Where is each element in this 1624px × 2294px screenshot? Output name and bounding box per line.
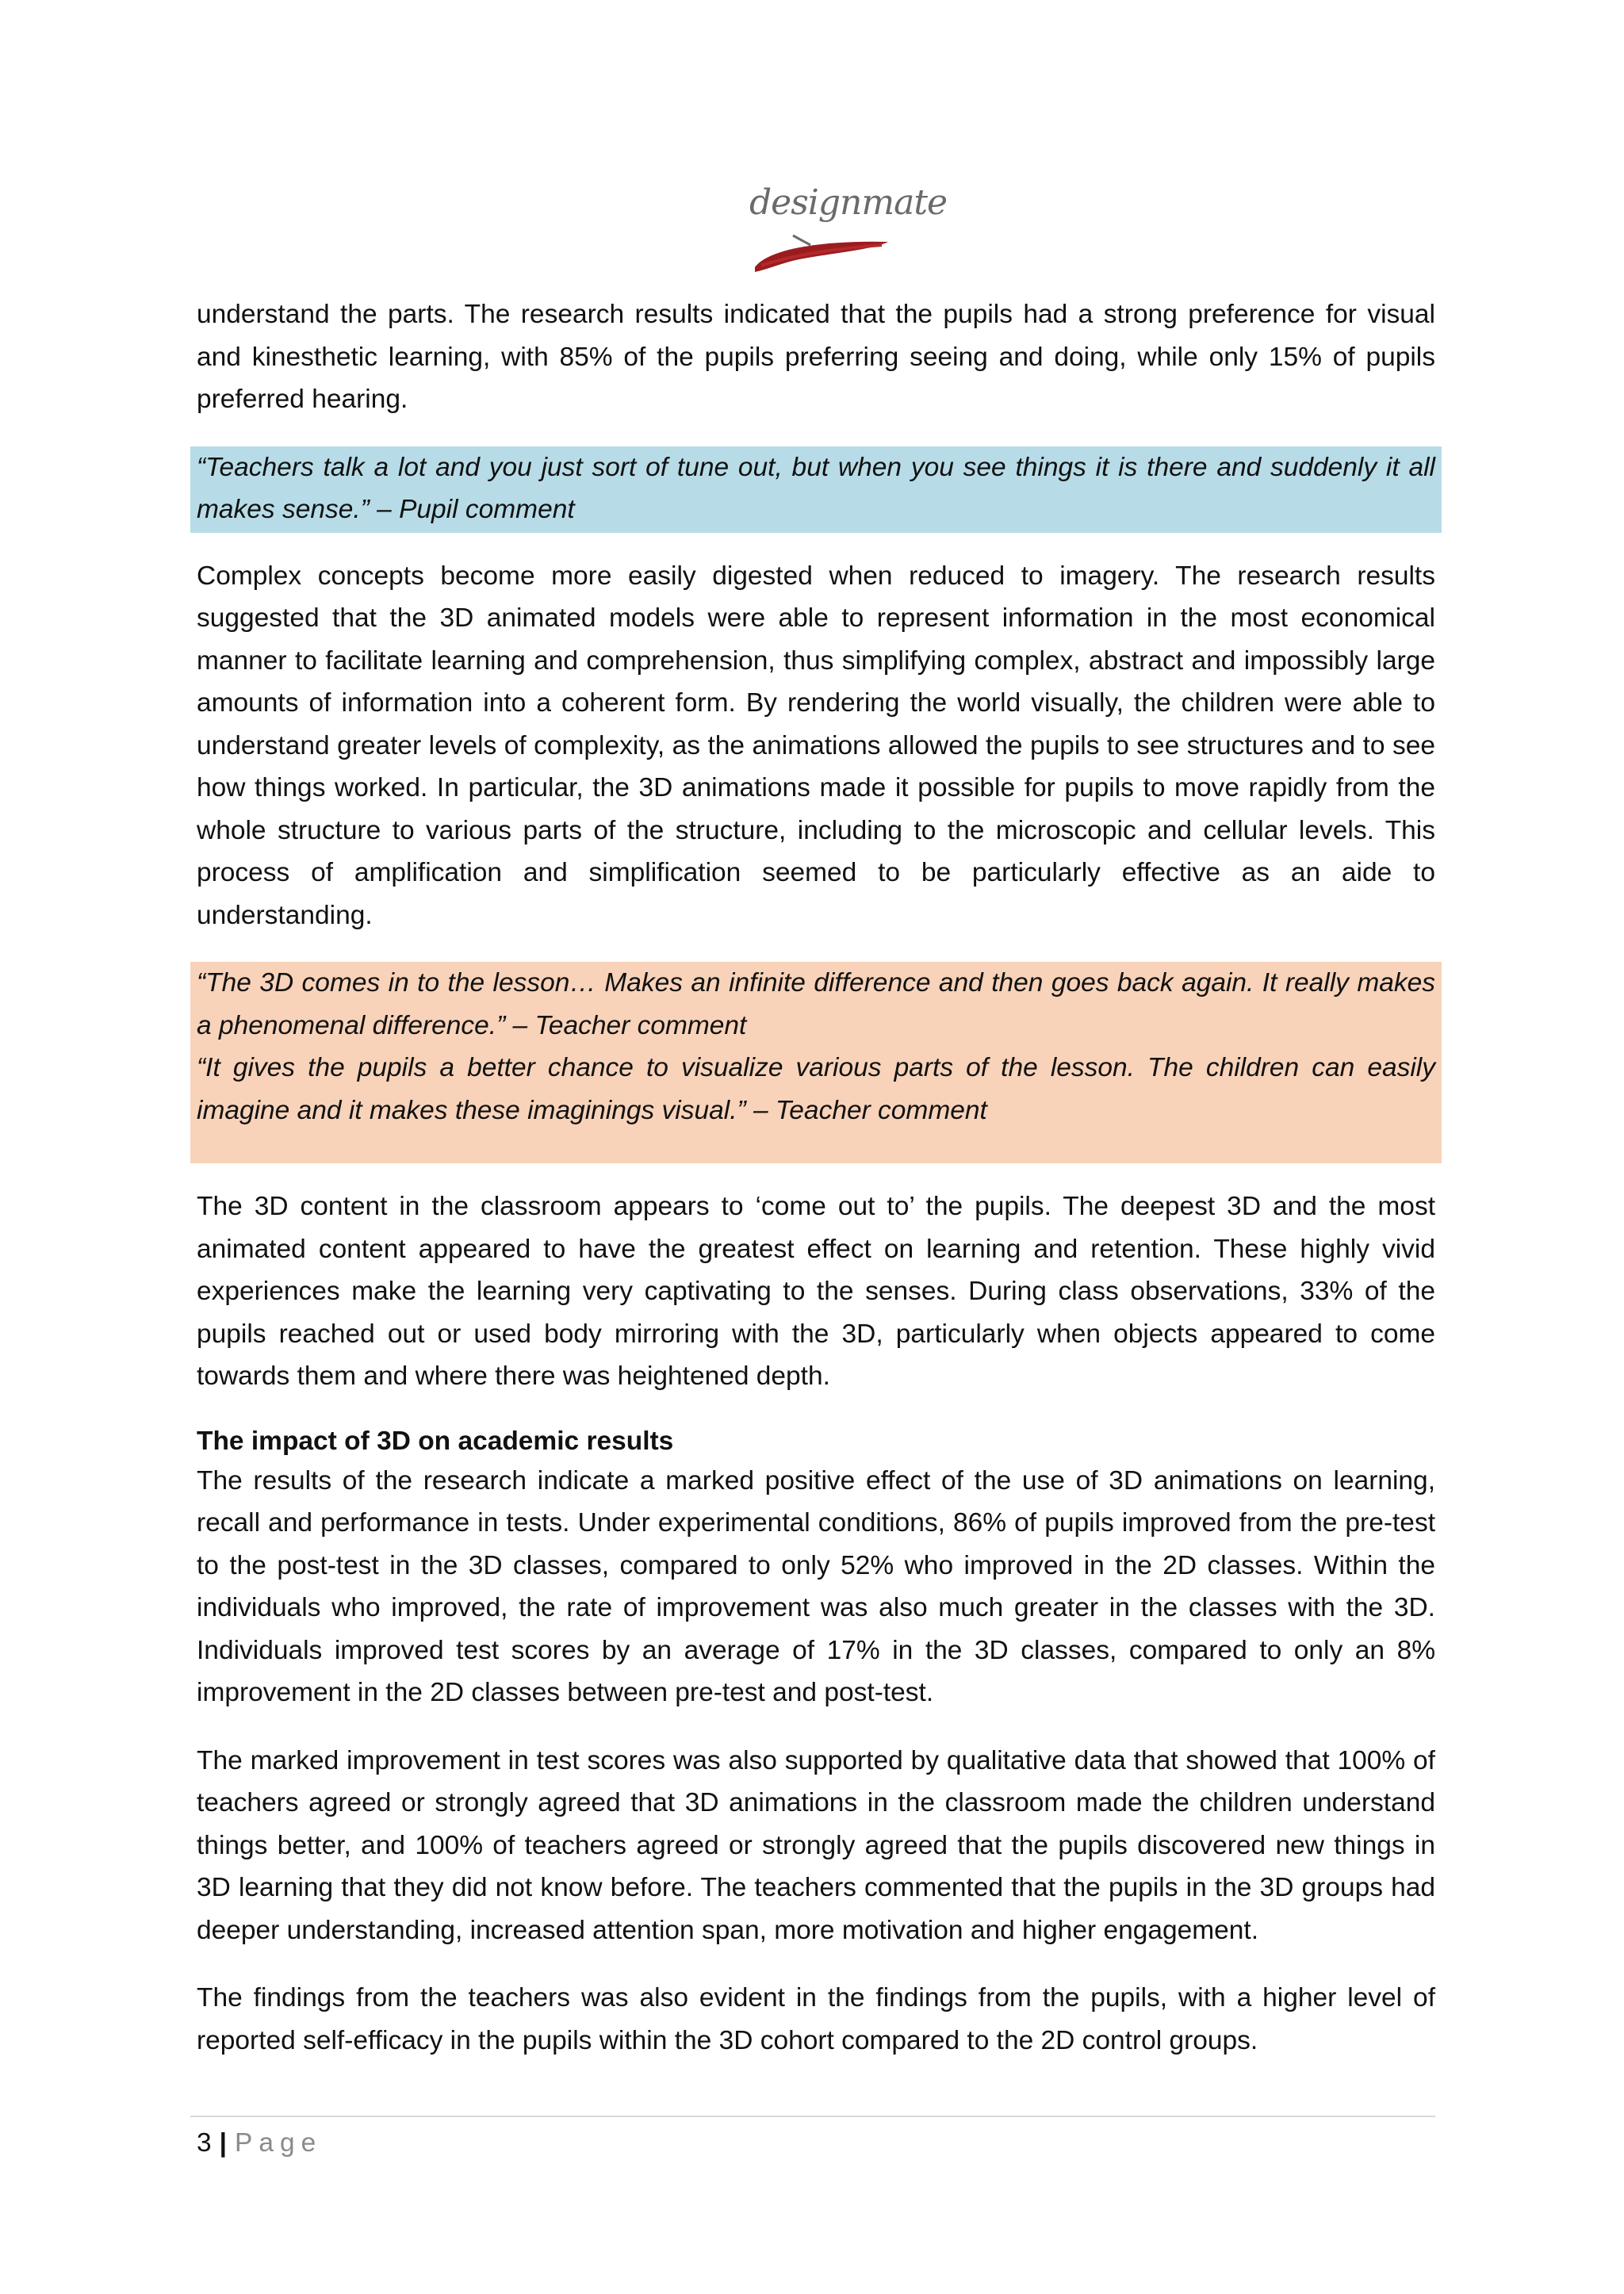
footer-separator: |: [219, 2128, 228, 2158]
page-footer: [197, 2125, 322, 2162]
teacher-quote-2: “It gives the pupils a better chance to visualize various parts of the lesson. The children can easily imagine and it makes these imaginings visual.” – Teacher comment: [197, 1053, 1435, 1125]
section-heading-academic: The impact of 3D on academic results: [197, 1426, 674, 1456]
main-content: [197, 293, 1435, 2087]
designmate-logo: [737, 178, 948, 289]
pupil-quote-box: [190, 446, 1442, 533]
paragraph-pupil-findings: The findings from the teachers was also evident in the findings from the pupils, with a higher level of reported self-efficacy in the pupils within the 3D cohort compared to the 2D control groups.: [197, 1983, 1435, 2055]
teacher-quote-1: “The 3D comes in to the lesson… Makes an infinite difference and then goes back again. It really makes a phenomenal difference.” – Teacher comment: [197, 968, 1435, 1040]
page-number: 3: [197, 2128, 212, 2158]
teacher-quote-box: [190, 962, 1442, 1163]
paragraph-academic-results: The results of the research indicate a marked positive effect of the use of 3D animations on learning, recall and performance in tests. Under experimental conditions, 86% of pupils improved from the pre-test to the post-test in the 3D classes, compared to only 52% who improved in the 2D classes. Within the individuals who improved, the rate of improvement was also much greater in the classes with the 3D. Individuals improved test scores by an average of 17% in the 3D classes, compared to only an 8% improvement in the 2D classes between pre-test and post-test.: [197, 1465, 1435, 1707]
paragraph-qualitative-data: The marked improvement in test scores was also supported by qualitative data that showed that 100% of teachers agreed or strongly agreed that 3D animations in the classroom made the children understand things better, and 100% of teachers agreed or strongly agreed that the pupils discovered new things in 3D learning that they did not know before. The teachers commented that the pupils in the 3D groups had deeper understanding, increased attention span, more motivation and higher engagement.: [197, 1745, 1435, 1945]
logo-brush-swash: [737, 226, 896, 281]
logo-wordmark: designmate: [749, 182, 948, 223]
page-label: Page: [235, 2128, 323, 2158]
paragraph-3d-content: The 3D content in the classroom appears to ‘come out to’ the pupils. The deepest 3D and the most animated content appeared to have the greatest effect on learning and retention. These highly vivid experiences make the learning very captivating to the senses. During class observations, 33% of the pupils reached out or used body mirroring with the 3D, particularly when objects appeared to come towards them and where there was heightened depth.: [197, 1192, 1435, 1391]
pupil-quote: “Teachers talk a lot and you just sort of tune out, but when you see things it is there and suddenly it all makes sense.” – Pupil comment: [197, 452, 1435, 524]
footer-divider: [190, 2116, 1435, 2117]
paragraph-complex-concepts: Complex concepts become more easily digested when reduced to imagery. The research results suggested that the 3D animated models were able to represent information in the most economical manner to facilitate learning and comprehension, thus simplifying complex, abstract and impossibly large amounts of information into a coherent form. By rendering the world visually, the children were able to understand greater levels of complexity, as the animations allowed the pupils to see structures and to see how things worked. In particular, the 3D animations made it possible for pupils to move rapidly from the whole structure to various parts of the structure, including to the microscopic and cellular levels. This process of amplification and simplification seemed to be particularly effective as an aide to understanding.: [197, 561, 1435, 930]
paragraph-learning-preference: understand the parts. The research results indicated that the pupils had a strong preference for visual and kinesthetic learning, with 85% of the pupils preferring seeing and doing, while only 15% of pupils preferred hearing.: [197, 300, 1435, 414]
